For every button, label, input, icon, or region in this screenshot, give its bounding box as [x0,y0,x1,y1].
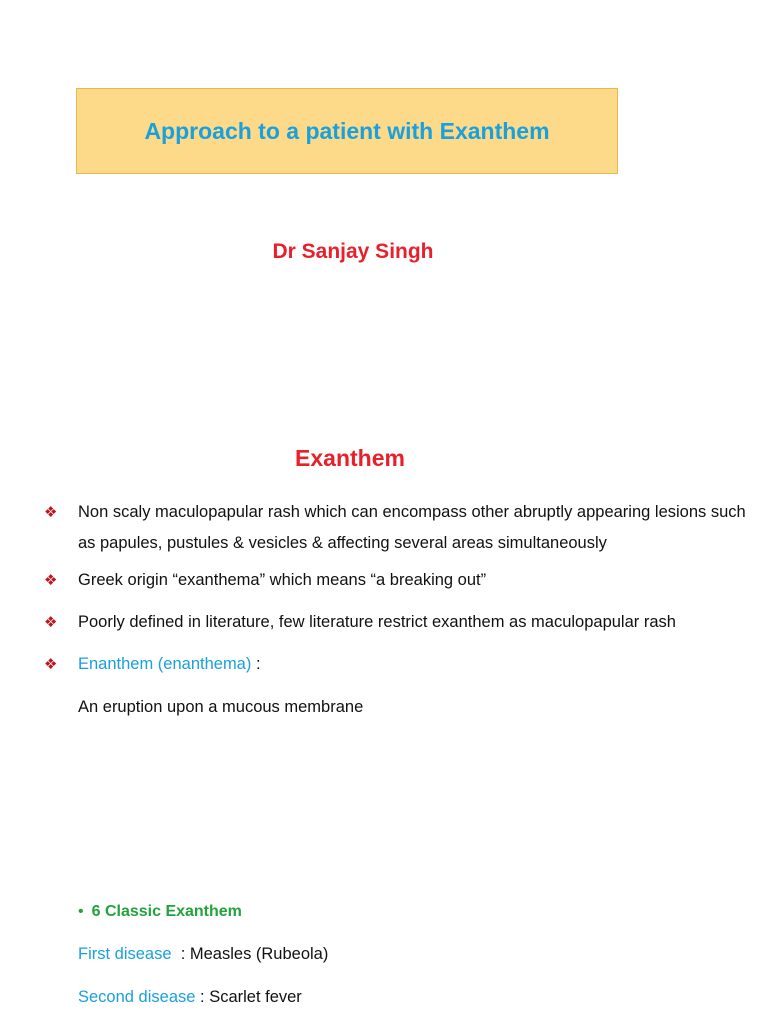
title-box [76,88,618,174]
disease-term: First disease [78,945,172,963]
bullet-item [44,497,754,559]
disease-item [78,985,302,1009]
disease-separator: : [195,988,210,1006]
diamond-bullet-icon: ❖ [44,572,58,589]
enanthem-term: Enanthem (enanthema) [78,655,252,673]
enanthem-suffix: : [251,655,261,673]
diamond-bullet-icon: ❖ [44,614,58,631]
bullet-item [44,649,754,680]
diamond-bullet-icon: ❖ [44,656,58,673]
bullet-item [44,565,754,596]
classic-heading-text: 6 Classic Exanthem [91,903,242,920]
classic-exanthem-heading [78,900,242,924]
disease-item [78,942,328,966]
disease-value: Measles (Rubeola) [189,945,329,963]
page-title: Approach to a patient with Exanthem [144,117,550,144]
bullet-item [44,607,754,638]
bullet-text: Poorly defined in literature, few literature restrict exanthem as maculopapular rash [78,613,676,631]
bullet-text: Non scaly maculopapular rash which can encompass other abruptly appearing lesions such as papules, pustules & vesicles & affecting several areas simultaneously [78,503,746,552]
disease-value: Scarlet fever [209,988,302,1006]
enanthem-definition: An eruption upon a mucous membrane [78,698,364,716]
disease-separator: : [171,945,190,963]
diamond-bullet-icon: ❖ [44,504,58,521]
disease-term: Second disease [78,988,196,1006]
section-heading: Exanthem [295,445,405,471]
bullet-dot-icon: • [78,903,84,920]
author-name: Dr Sanjay Singh [272,240,434,263]
bullet-text [78,649,754,680]
bullet-text: Greek origin “exanthema” which means “a breaking out” [78,571,487,589]
